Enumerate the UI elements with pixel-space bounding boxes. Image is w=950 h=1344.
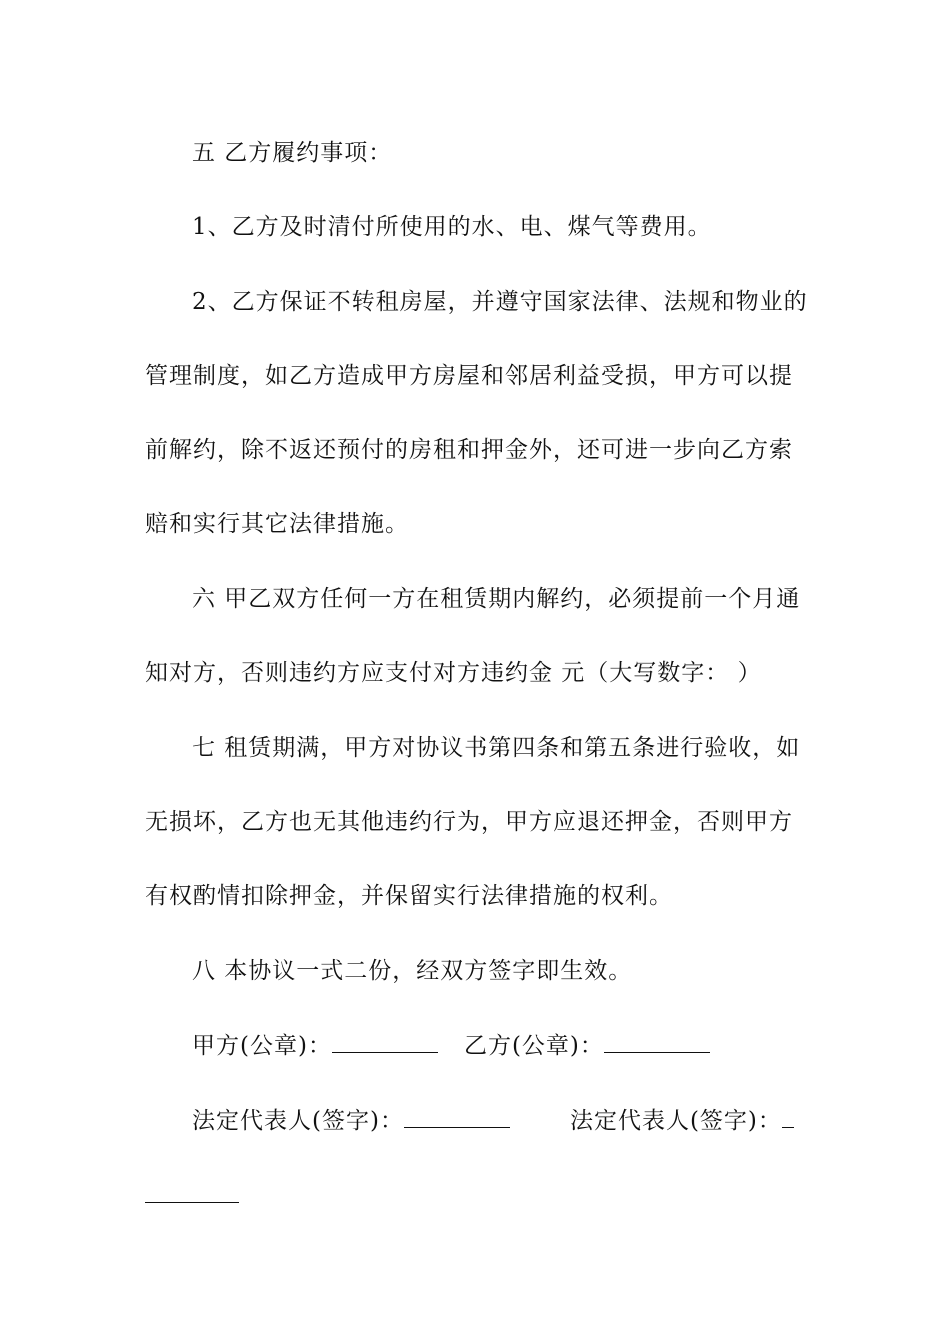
party-a-seal-blank xyxy=(332,1030,438,1053)
representative-line-continued xyxy=(145,1180,815,1211)
section-5-item-1: 1、乙方及时清付所使用的水、电、煤气等费用。 xyxy=(192,214,712,240)
party-b-rep-label: 法定代表人(签字)： xyxy=(569,1108,782,1134)
section-5-item-2-line-2: 管理制度，如乙方造成甲方房屋和邻居利益受损，甲方可以提 xyxy=(145,363,793,389)
party-a-seal-label: 甲方(公章)： xyxy=(192,1033,332,1059)
party-b-rep-blank-end xyxy=(145,1180,239,1203)
representative-line xyxy=(192,1105,862,1136)
party-a-rep-label: 法定代表人(签字)： xyxy=(192,1108,404,1134)
party-b-seal-label: 乙方(公章)： xyxy=(463,1033,604,1059)
section-6-line-1: 六 甲乙双方任何一方在租赁期内解约，必须提前一个月通 xyxy=(192,586,801,612)
party-b-rep-blank-start xyxy=(782,1105,794,1128)
section-7-line-2: 无损坏，乙方也无其他违约行为，甲方应退还押金，否则甲方 xyxy=(145,809,793,835)
section-5-item-2-line-1: 2、乙方保证不转租房屋，并遵守国家法律、法规和物业的 xyxy=(192,289,808,315)
party-a-rep-blank xyxy=(404,1105,510,1128)
section-7-line-3: 有权酌情扣除押金，并保留实行法律措施的权利。 xyxy=(145,883,673,909)
section-8-line: 八 本协议一式二份，经双方签字即生效。 xyxy=(192,958,633,984)
section-7-line-1: 七 租赁期满，甲方对协议书第四条和第五条进行验收，如 xyxy=(192,735,801,761)
seal-line xyxy=(192,1030,862,1061)
section-5-item-2-line-4: 赔和实行其它法律措施。 xyxy=(145,511,409,537)
party-b-seal-blank xyxy=(604,1030,710,1053)
section-6-line-2: 知对方，否则违约方应支付对方违约金 元（大写数字： ） xyxy=(145,660,762,686)
section-5-item-2-line-3: 前解约，除不返还预付的房租和押金外，还可进一步向乙方索 xyxy=(145,437,793,463)
section-5-heading: 五 乙方履约事项： xyxy=(192,140,393,166)
